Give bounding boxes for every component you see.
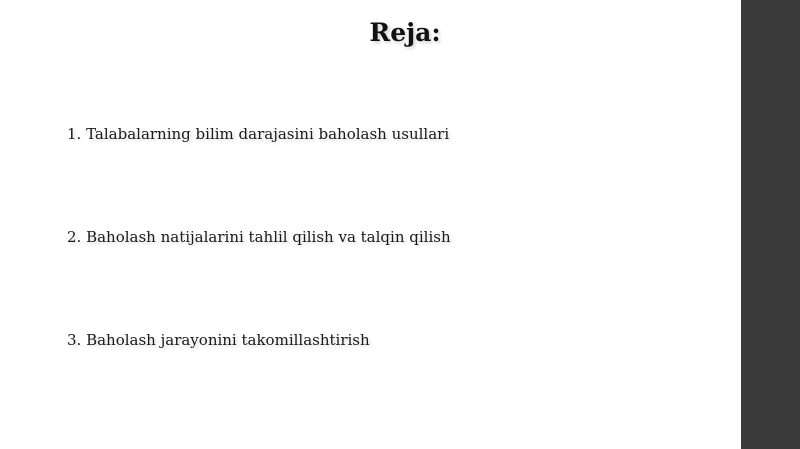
plan-item: 2. Baholash natijalarini tahlil qilish va talqin qilish xyxy=(67,228,451,246)
slide-title: Reja: xyxy=(369,18,441,47)
side-panel xyxy=(741,0,800,449)
plan-item: 3. Baholash jarayonini takomillashtirish xyxy=(67,331,370,349)
plan-item: 1. Talabalarning bilim darajasini baholash usullari xyxy=(67,125,450,143)
